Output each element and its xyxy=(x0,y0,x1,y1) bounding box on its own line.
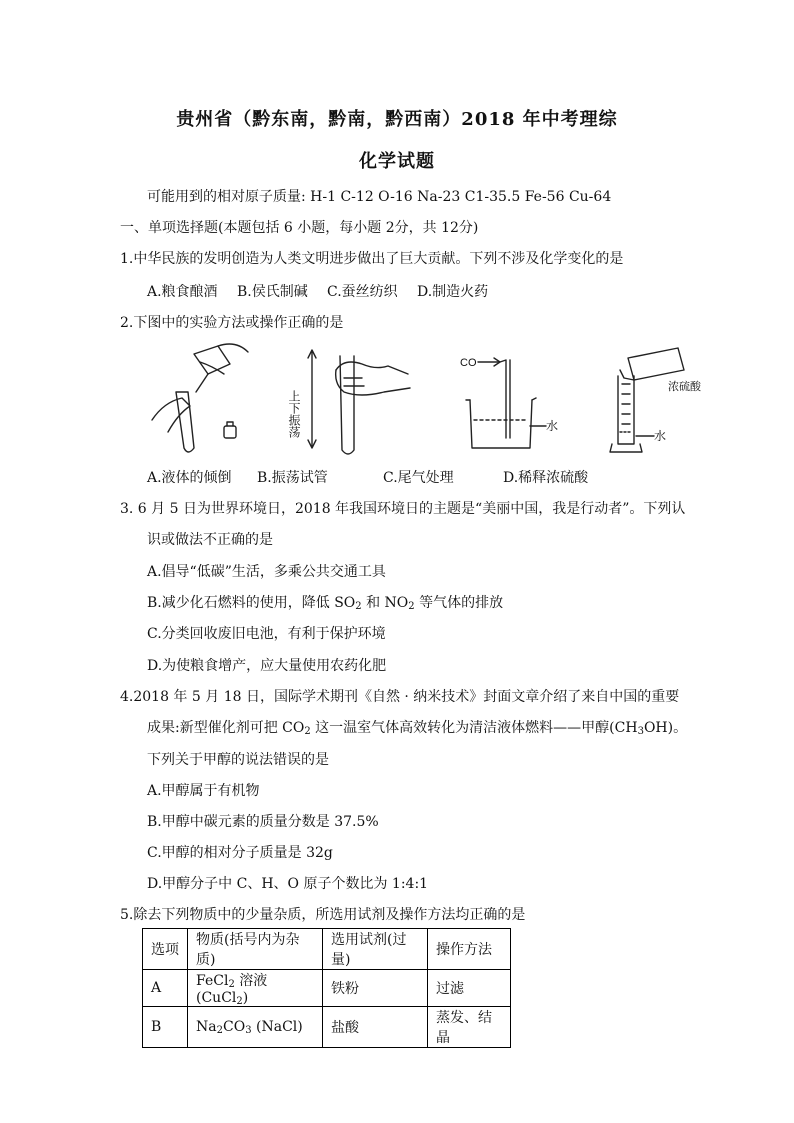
table-cell: 过滤 xyxy=(428,970,511,1007)
q2-option-b: B.振荡试管 xyxy=(257,470,328,486)
table-row xyxy=(143,970,511,1007)
q3-option-d: D.为使粮食增产，应大量使用农药化肥 xyxy=(147,658,387,674)
figure-a-pouring xyxy=(152,344,248,452)
table-header-cell: 选用试剂(过量) xyxy=(323,929,428,970)
table-cell: B xyxy=(143,1007,188,1048)
table-header-cell: 物质(括号内为杂质) xyxy=(188,929,323,970)
table-cell: 盐酸 xyxy=(323,1007,428,1048)
fig-shake-label: 上下振荡 xyxy=(287,390,301,438)
q4-option-a: A.甲醇属于有机物 xyxy=(147,783,260,799)
q1-option-c: C.蚕丝纺织 xyxy=(327,284,398,300)
q4-option-c: C.甲醇的相对分子质量是 32g xyxy=(147,845,333,861)
table-cell: $Na_2CO_3$ (NaCl) xyxy=(188,1007,323,1048)
exam-subtitle: 化学试题 xyxy=(359,151,435,172)
figure-d-dilution xyxy=(610,348,684,452)
q3-stem-line2: 识或做法不正确的是 xyxy=(147,532,273,548)
q1-option-a: A.粮食酿酒 xyxy=(147,284,218,300)
q2-stem: 2.下图中的实验方法或操作正确的是 xyxy=(120,315,344,331)
fig-co-label: CO xyxy=(460,357,477,369)
section-heading: 一、单项选择题(本题包括 6 小题，每小题 2分，共 12分) xyxy=(120,220,479,236)
q3-stem-line1: 3. 6 月 5 日为世界环境日，2018 年我国环境日的主题是“美丽中国，我是行动者”。下列认 xyxy=(120,501,686,517)
table-row xyxy=(143,1007,511,1048)
q2-option-a: A.液体的倾倒 xyxy=(147,470,232,486)
table-cell: 蒸发、结晶 xyxy=(428,1007,511,1048)
q2-experiment-figure xyxy=(148,340,708,458)
figure-c-tail-gas xyxy=(466,358,546,448)
q5-table xyxy=(142,928,511,1048)
table-cell: FeCl$_2$ 溶液(CuCl$_2$) xyxy=(188,970,323,1007)
q4-option-b: B.甲醇中碳元素的质量分数是 37.5% xyxy=(147,814,379,830)
fig-water-label-c: 水 xyxy=(546,419,559,433)
q4-stem-line1: 4.2018 年 5 月 18 日，国际学术期刊《自然 · 纳米技术》封面文章介绍了来自中国的重要 xyxy=(120,689,680,705)
q3-option-b: B.减少化石燃料的使用，降低 $SO_2$ 和 $NO_2$ 等气体的排放 xyxy=(147,595,504,612)
exam-title: 贵州省（黔东南，黔南，黔西南）2018 年中考理综 xyxy=(176,109,618,130)
q1-stem: 1.中华民族的发明创造为人类文明进步做出了巨大贡献。下列不涉及化学变化的是 xyxy=(120,251,624,267)
atomic-masses: 可能用到的相对原子质量: H-1 C-12 O-16 Na-23 C1-35.5 Fe-56 Cu-64 xyxy=(147,189,612,205)
q5-stem: 5.除去下列物质中的少量杂质，所选用试剂及操作方法均正确的是 xyxy=(120,907,526,923)
table-cell: 铁粉 xyxy=(323,970,428,1007)
table-header-cell: 选项 xyxy=(143,929,188,970)
fig-acid-label: 浓硫酸 xyxy=(668,380,701,393)
q1-option-d: D.制造火药 xyxy=(417,284,489,300)
table-header-cell: 操作方法 xyxy=(428,929,511,970)
fig-water-label-d: 水 xyxy=(654,429,667,443)
q2-option-d: D.稀释浓硫酸 xyxy=(503,470,589,486)
q4-stem-line2: 成果:新型催化剂可把 $CO_2$ 这一温室气体高效转化为清洁液体燃料——甲醇$(CH_3OH)$。 xyxy=(147,720,688,737)
figure-b-shaking xyxy=(308,350,410,454)
q2-option-c: C.尾气处理 xyxy=(383,470,454,486)
q3-option-c: C.分类回收废旧电池，有利于保护环境 xyxy=(147,626,386,642)
table-header-row xyxy=(143,929,511,970)
q3-option-a: A.倡导“低碳”生活，多乘公共交通工具 xyxy=(147,564,386,580)
q4-stem-line3: 下列关于甲醇的说法错误的是 xyxy=(147,752,329,768)
q1-option-b: B.侯氏制碱 xyxy=(237,284,308,300)
table-cell: A xyxy=(143,970,188,1007)
q4-option-d: D.甲醇分子中 C、H、O 原子个数比为 1:4:1 xyxy=(147,876,429,892)
